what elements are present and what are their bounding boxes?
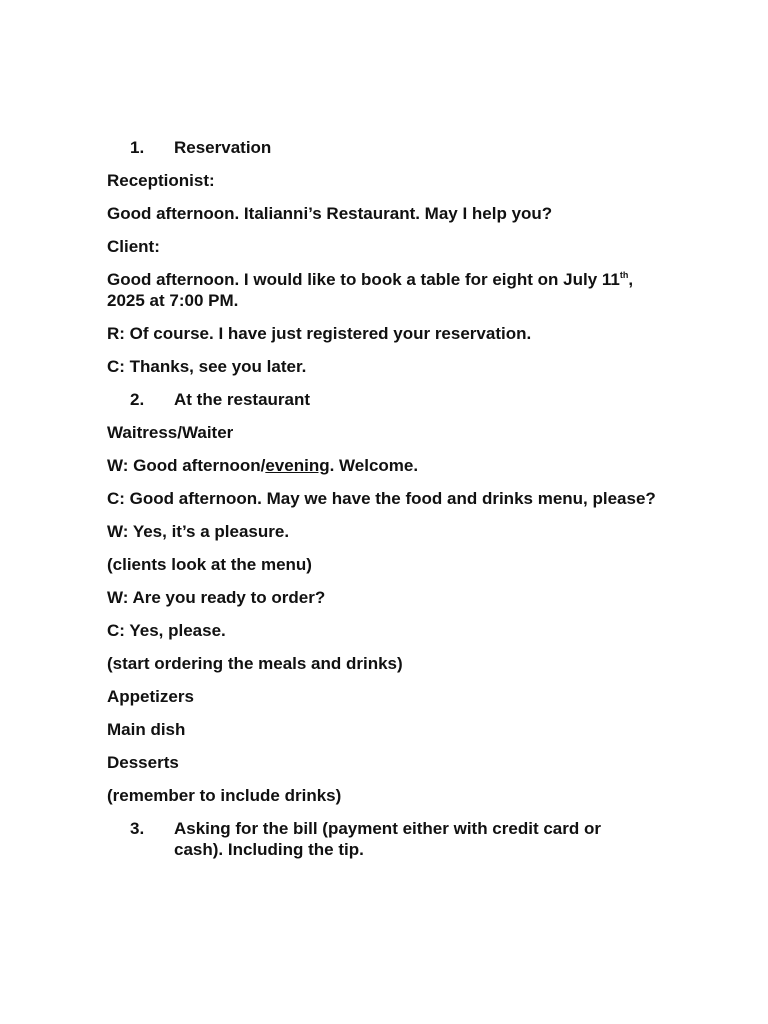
client-line-text-end: , 2025 at 7:00 PM.	[107, 270, 634, 310]
waiter-greeting-text: W: Good afternoon/	[107, 456, 266, 475]
waiter-question: W: Are you ready to order?	[107, 588, 326, 607]
waiter-label: Waitress/Waiter	[107, 423, 234, 442]
section-title: Reservation	[174, 138, 272, 157]
section-heading-bill	[107, 818, 667, 860]
waiter-reply: W: Yes, it’s a pleasure.	[107, 522, 290, 541]
section-heading-reservation	[107, 137, 667, 158]
course-appetizers: Appetizers	[107, 687, 194, 706]
client-reply: C: Thanks, see you later.	[107, 357, 307, 376]
section-title: Asking for the bill (payment either with credit card or cash). Including the tip.	[174, 819, 601, 859]
course-desserts: Desserts	[107, 753, 179, 772]
client-label: Client:	[107, 237, 160, 256]
waiter-greeting-text-end: . Welcome.	[329, 456, 419, 475]
section-heading-restaurant	[107, 389, 667, 410]
receptionist-line: Good afternoon. Italianni’s Restaurant. May I help you?	[107, 204, 553, 223]
client-request-menu: C: Good afternoon. May we have the food and drinks menu, please?	[107, 489, 656, 508]
section-title: At the restaurant	[174, 390, 311, 409]
receptionist-reply: R: Of course. I have just registered your reservation.	[107, 324, 532, 343]
stage-note: (clients look at the menu)	[107, 555, 312, 574]
stage-note: (start ordering the meals and drinks)	[107, 654, 403, 673]
section-number: 2.	[130, 390, 145, 409]
course-main-dish: Main dish	[107, 720, 186, 739]
client-line	[107, 269, 667, 311]
document-page	[107, 137, 667, 872]
section-number: 1.	[130, 138, 145, 157]
ordinal-suffix: th	[619, 270, 629, 280]
receptionist-label: Receptionist:	[107, 171, 215, 190]
underlined-word: evening	[265, 456, 330, 475]
stage-note: (remember to include drinks)	[107, 786, 342, 805]
section-number: 3.	[130, 819, 145, 838]
client-answer: C: Yes, please.	[107, 621, 226, 640]
client-line-text: Good afternoon. I would like to book a table for eight on July 11	[107, 270, 620, 289]
waiter-greeting	[107, 455, 667, 476]
